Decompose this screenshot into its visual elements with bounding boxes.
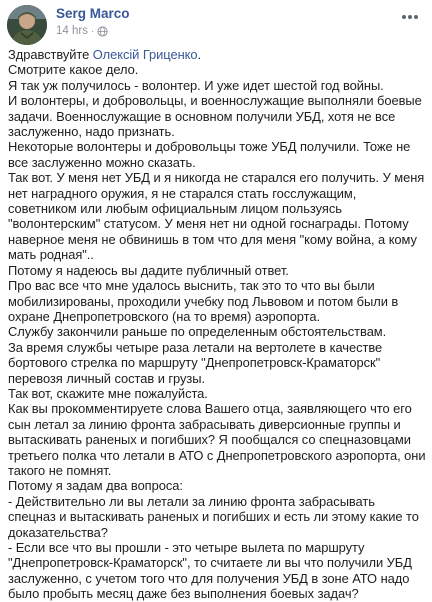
post-paragraph: Потому я надеюсь вы дадите публичный ответ. <box>8 262 289 278</box>
avatar-photo <box>7 5 47 45</box>
post-paragraph: За время службы четыре раза летали на вертолете в качестве бортового стрелка по маршруту "Днепропетровск-Краматорск" перевозя личный состав и грузы. <box>8 339 383 386</box>
post-paragraph: - Если все что вы прошли - это четыре вылета по маршруту "Днепропетровск-Краматорск", то считаете ли вы что получили УБД заслуженно, с учетом того что для получения УБД в зоне АТО надо было пробыть месяц даже без выполнения боевых задач? <box>8 540 412 602</box>
post-paragraph: Как вы прокомментируете слова Вашего отца, заявляющего что его сын летал за линию фронта забрасывать диверсионные группы и вытаскивать раненых и погибших? Я пообщался со спецназовцами третьего полка что летали в АТО с Днепропетровского аэропорта, они такого не помнят. <box>8 401 426 478</box>
globe-icon[interactable] <box>97 26 108 37</box>
post-header <box>0 0 432 46</box>
post-paragraph: - Действительно ли вы летали за линию фронта забрасывать спецназ и вытаскивать раненых и погибших и есть ли этому какие то доказательства? <box>8 493 419 540</box>
post-greeting <box>8 47 426 62</box>
post-paragraph: Потому я задам два вопроса: <box>8 478 183 494</box>
meta-separator: · <box>90 25 95 37</box>
post-text <box>8 47 426 602</box>
post-paragraph: Службу закончили раньше по определенным обстоятельствам. <box>8 324 387 340</box>
post-paragraph: Я так уж получилось - волонтер. И уже идет шестой год войны. <box>8 77 384 93</box>
post-paragraph: Смотрите какое дело. <box>8 62 139 78</box>
post-meta <box>56 25 108 37</box>
post-paragraph: Про вас все что мне удалось выснить, так это то что вы были мобилизированы, проходили учебку под Львовом и потом были в охране Днепропетровского (на то время) аэропорта. <box>8 278 399 324</box>
post-paragraph: Так вот, скажите мне пожалуйста. <box>8 385 208 401</box>
greeting-suffix: . <box>197 47 202 62</box>
author-name[interactable]: Serg Marco <box>56 6 130 21</box>
author-avatar[interactable] <box>7 5 47 45</box>
mention-link[interactable]: Олексій Гриценко <box>92 47 198 62</box>
more-dots-icon[interactable] <box>400 10 420 24</box>
greeting-prefix: Здравствуйте <box>8 47 93 62</box>
post-timestamp[interactable]: 14 hrs <box>56 25 88 37</box>
post-paragraph: И волонтеры, и добровольцы, и военнослужащие выполняли боевые задачи. Военнослужащие в основном получили УБД, хотя не все заслуженно, надо признать. <box>8 93 422 140</box>
post-paragraph: Так вот. У меня нет УБД и я никогда не старался его получить. У меня нет наградного оружия, я не старался стать госслужащим, советником или любым официальным лицом пользуясь "волонтерским" статусом. У меня нет ни одной госнаграды. Потому наверное меня не обвинишь в том что для меня "кому война, а кому мать родная".. <box>8 170 425 263</box>
post-paragraph: Некоторые волонтеры и добровольцы тоже УБД получили. Тоже не все заслуженно можно сказать. <box>8 139 411 170</box>
